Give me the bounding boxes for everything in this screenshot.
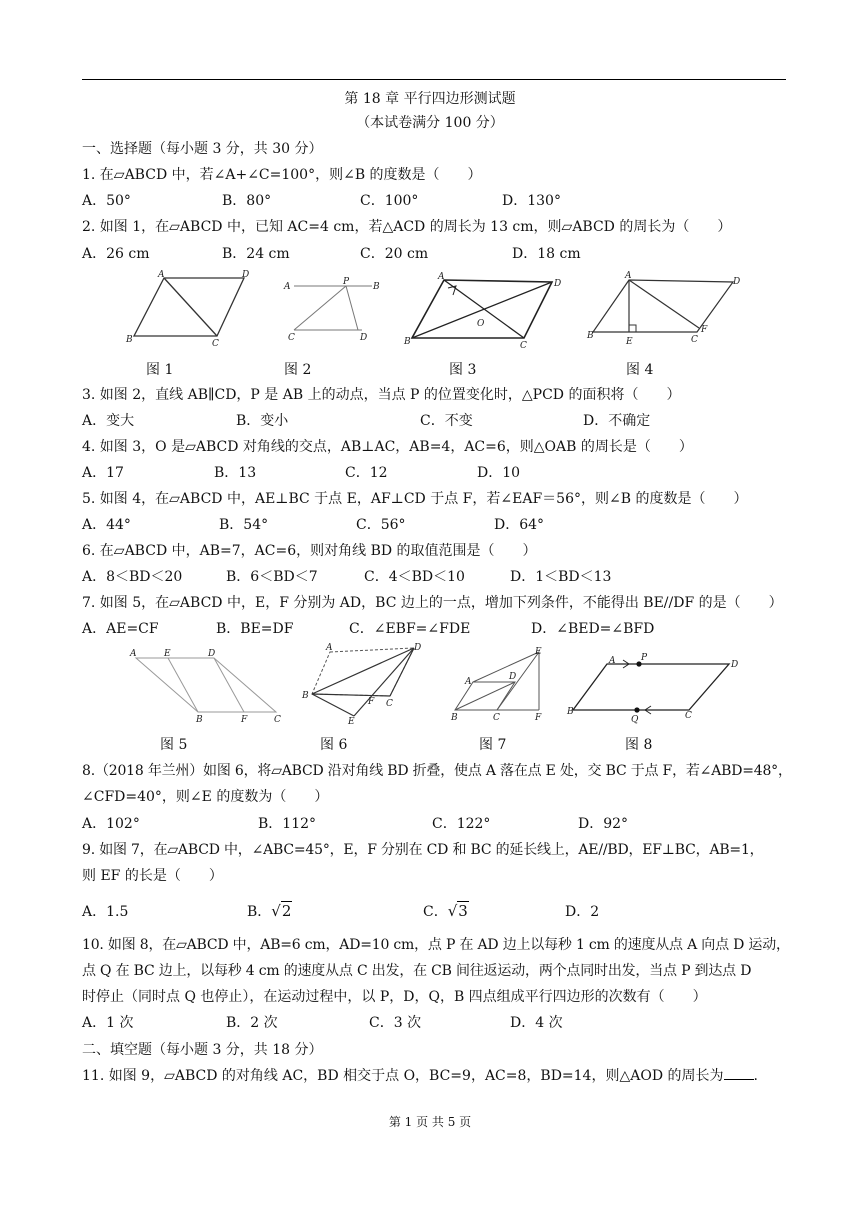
q7-option-c: C．∠EBF=∠FDE (349, 621, 471, 637)
svg-text:A: A (465, 677, 472, 687)
q1-option-d: D．130° (502, 193, 561, 209)
q10-option-a: A．1 次 (82, 1015, 134, 1031)
q5-option-a: A．44° (82, 517, 131, 533)
svg-text:D: D (509, 672, 517, 682)
question-10-line-3: 时停止（同时点 Q 也停止），在运动过程中，以 P，D，Q，B 四点组成平行四边形的次数有（ ） (82, 989, 707, 1005)
q6-option-d: D．1＜BD＜13 (510, 569, 612, 585)
svg-text:F: F (241, 715, 248, 725)
q9-option-c-radicand: 3 (458, 902, 468, 920)
question-11 (82, 1065, 758, 1085)
figure-2-caption: 图 2 (284, 362, 312, 378)
question-1: 1. 在▱ABCD 中，若∠A+∠C=100°，则∠B 的度数是（ ） (82, 167, 482, 183)
q8-option-b: B．112° (258, 816, 317, 832)
q4-option-a: A．17 (82, 465, 124, 481)
question-8-line-1: 8.（2018 年兰州）如图 6，将▱ABCD 沿对角线 BD 折叠，使点 A 落在点 E 处，交 BC 于点 F，若∠ABD=48°， (82, 763, 792, 779)
q5-option-c: C．56° (356, 517, 406, 533)
figure-4-caption: 图 4 (626, 362, 654, 378)
page-footer: 第 1 页 共 5 页 (388, 1115, 472, 1129)
svg-text:B: B (587, 331, 594, 341)
header-rule (82, 79, 786, 80)
q1-option-b: B．80° (222, 193, 272, 209)
svg-text:A: A (609, 656, 616, 666)
figure-7-caption: 图 7 (479, 737, 507, 753)
q9-option-c-label: C． (423, 904, 448, 920)
q2-option-c: C．20 cm (360, 246, 429, 262)
question-10-line-2: 点 Q 在 BC 边上，以每秒 4 cm 的速度从点 C 出发，在 CB 间往返运动，两个点同时出发，当点 P 到达点 D (82, 963, 752, 979)
svg-text:E: E (164, 649, 171, 659)
svg-text:A: A (625, 271, 632, 281)
question-9-line-2: 则 EF 的长是（ ） (82, 868, 223, 884)
figure-5-caption: 图 5 (160, 737, 188, 753)
svg-text:A: A (326, 643, 333, 653)
question-5: 5. 如图 4，在▱ABCD 中，AE⊥BC 于点 E，AF⊥CD 于点 F，若∠EAF＝56°，则∠B 的度数是（ ） (82, 491, 748, 507)
svg-text:D: D (414, 643, 422, 653)
svg-text:B: B (373, 282, 380, 292)
q9-option-c (423, 901, 469, 921)
figure-7 (445, 646, 555, 726)
q9-option-b-radicand: 2 (281, 902, 292, 920)
svg-text:A: A (158, 270, 165, 280)
section-heading: 一、选择题（每小题 3 分，共 30 分） (82, 141, 323, 157)
q3-option-b: B．变小 (236, 413, 289, 429)
page-subtitle: （本试卷满分 100 分） (356, 115, 504, 131)
figure-8-caption: 图 8 (625, 737, 653, 753)
question-2: 2. 如图 1，在▱ABCD 中，已知 AC=4 cm，若△ACD 的周长为 13 cm，则▱ABCD 的周长为（ ） (82, 219, 732, 235)
svg-text:D: D (242, 270, 250, 280)
svg-text:A: A (438, 272, 445, 282)
q4-option-d: D．10 (477, 465, 521, 481)
svg-text:P: P (343, 277, 350, 287)
figure-1-caption: 图 1 (146, 362, 174, 378)
q2-option-d: D．18 cm (512, 246, 581, 262)
svg-text:C: C (288, 333, 295, 343)
question-4: 4. 如图 3，O 是▱ABCD 对角线的交点，AB⊥AC，AB=4，AC=6，则△OAB 的周长是（ ） (82, 439, 693, 455)
question-9-line-1: 9. 如图 7，在▱ABCD 中，∠ABC=45°，E，F 分别在 CD 和 BC 的延长线上，AE//BD，EF⊥BC，AB=1， (82, 842, 764, 858)
q5-option-b: B．54° (219, 517, 269, 533)
svg-text:D: D (208, 649, 216, 659)
svg-text:F: F (701, 325, 708, 335)
section-heading-2: 二、填空题（每小题 3 分，共 18 分） (82, 1042, 323, 1058)
svg-text:C: C (274, 715, 281, 725)
svg-text:D: D (360, 333, 368, 343)
q9-option-d: D．2 (565, 904, 600, 920)
q4-option-c: C．12 (345, 465, 388, 481)
q8-option-d: D．92° (578, 816, 629, 832)
q10-option-c: C．3 次 (369, 1015, 422, 1031)
question-3: 3. 如图 2，直线 AB∥CD，P 是 AB 上的动点，当点 P 的位置变化时，△PCD 的面积将（ ） (82, 387, 681, 403)
svg-text:C: C (212, 339, 219, 348)
q1-option-a: A．50° (82, 193, 131, 209)
q8-option-c: C．122° (432, 816, 491, 832)
svg-text:D: D (733, 277, 741, 287)
q4-option-b: B．13 (214, 465, 257, 481)
svg-text:P: P (641, 653, 648, 663)
svg-text:C: C (493, 713, 500, 723)
q2-option-a: A．26 cm (82, 246, 150, 262)
q7-option-b: B．BE=DF (216, 621, 294, 637)
sqrt-symbol: √3 (447, 902, 468, 920)
q6-option-a: A．8＜BD＜20 (82, 569, 183, 585)
q7-option-d: D．∠BED=∠BFD (531, 621, 655, 637)
figure-6 (300, 640, 425, 728)
question-10-line-1: 10. 如图 8，在▱ABCD 中，AB=6 cm，AD=10 cm，点 P 在 AD 边上以每秒 1 cm 的速度从点 A 向点 D 运动， (82, 937, 790, 953)
svg-text:B: B (302, 691, 309, 701)
svg-text:B: B (567, 707, 574, 717)
q10-option-d: D．4 次 (510, 1015, 563, 1031)
answer-blank (724, 1067, 754, 1080)
svg-text:B: B (404, 337, 411, 347)
svg-text:C: C (386, 699, 393, 709)
question-6: 6. 在▱ABCD 中，AB=7，AC=6，则对角线 BD 的取值范围是（ ） (82, 543, 537, 559)
svg-text:D: D (554, 279, 562, 289)
page-title: 第 18 章 平行四边形测试题 (344, 91, 516, 107)
q3-option-d: D．不确定 (583, 413, 651, 429)
svg-text:B: B (451, 713, 458, 723)
svg-text:E: E (626, 337, 633, 347)
q9-option-b-label: B． (247, 904, 272, 920)
figure-3 (400, 270, 570, 350)
q8-option-a: A．102° (82, 816, 140, 832)
question-7: 7. 如图 5，在▱ABCD 中，E，F 分别为 AD，BC 边上的一点，增加下列条件，不能得出 BE//DF 的是（ ） (82, 595, 783, 611)
sqrt-symbol: √2 (271, 902, 292, 920)
q2-option-b: B．24 cm (222, 246, 290, 262)
svg-text:A: A (130, 649, 137, 659)
svg-text:O: O (477, 319, 485, 329)
question-8-line-2: ∠CFD=40°，则∠E 的度数为（ ） (82, 789, 329, 805)
q6-option-b: B．6＜BD＜7 (226, 569, 318, 585)
q1-option-c: C．100° (360, 193, 419, 209)
q3-option-c: C．不变 (420, 413, 473, 429)
figure-3-caption: 图 3 (449, 362, 477, 378)
q6-option-c: C．4＜BD＜10 (364, 569, 465, 585)
q10-option-b: B．2 次 (226, 1015, 278, 1031)
svg-text:C: C (520, 341, 527, 350)
svg-text:B: B (196, 715, 203, 725)
question-11-stem: 11. 如图 9，▱ABCD 的对角线 AC，BD 相交于点 O，BC=9，AC=8，BD=14，则△AOD 的周长为 (82, 1068, 724, 1084)
svg-text:E: E (348, 717, 355, 727)
svg-text:F: F (535, 713, 542, 723)
svg-text:D: D (731, 660, 739, 670)
q5-option-d: D．64° (494, 517, 545, 533)
q3-option-a: A．变大 (82, 413, 135, 429)
q9-option-b (247, 901, 292, 921)
question-11-end: . (753, 1068, 758, 1084)
figure-6-caption: 图 6 (320, 737, 348, 753)
svg-text:Q: Q (631, 715, 639, 725)
figure-2 (280, 276, 385, 348)
q9-option-a: A．1.5 (82, 904, 129, 920)
svg-text:C: C (691, 335, 698, 345)
q7-option-a: A．AE=CF (82, 621, 159, 637)
svg-text:C: C (685, 711, 692, 721)
figure-5 (122, 646, 287, 726)
svg-text:E: E (535, 647, 542, 657)
figure-1 (122, 268, 262, 348)
svg-text:F: F (368, 697, 375, 707)
figure-4 (585, 270, 745, 350)
figure-8 (565, 650, 765, 725)
svg-text:B: B (126, 335, 133, 345)
svg-text:A: A (284, 282, 291, 292)
